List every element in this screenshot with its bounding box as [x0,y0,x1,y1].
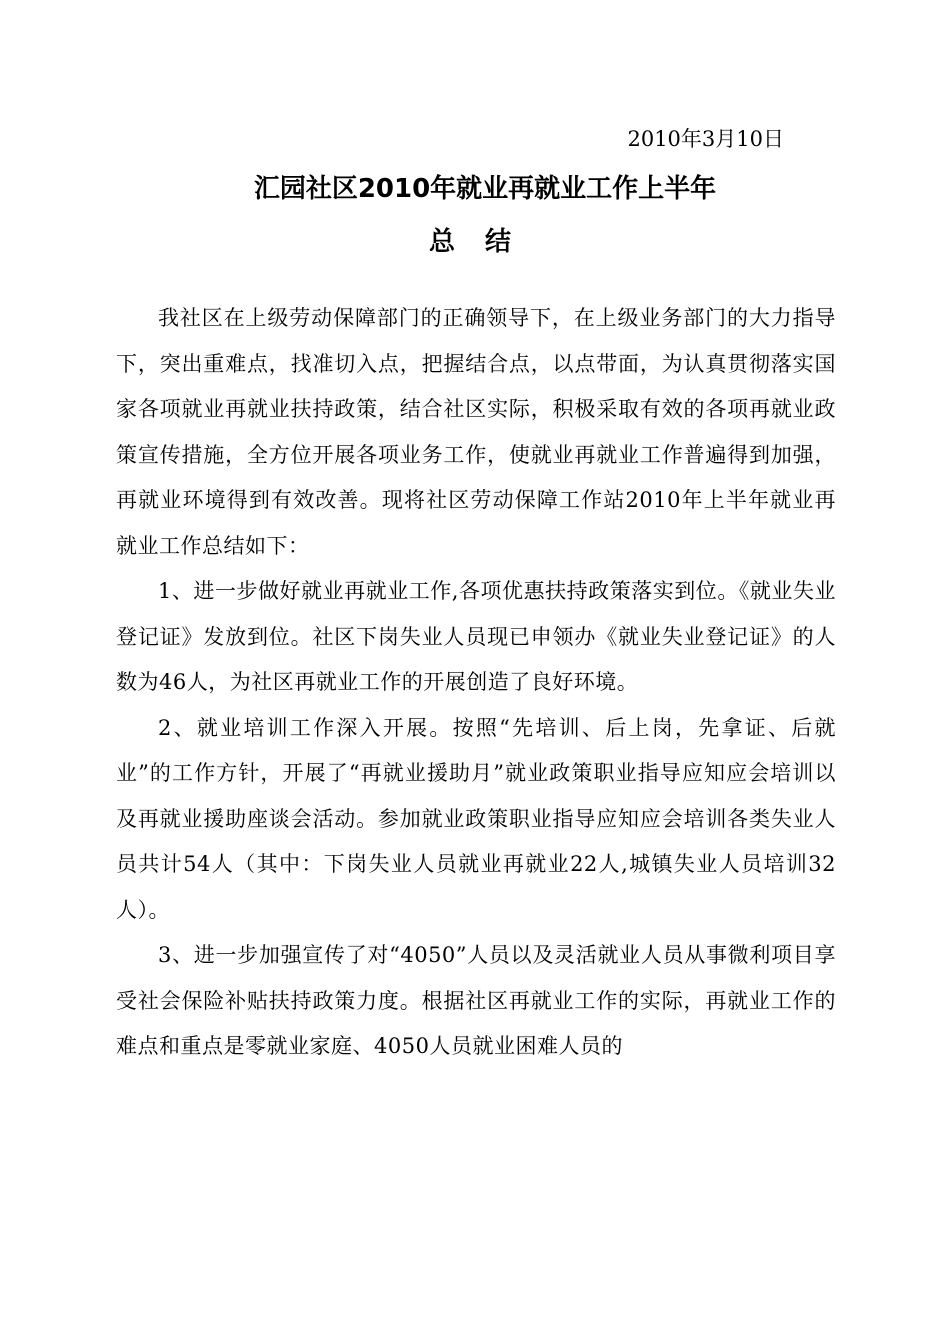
document-body [116,296,836,1070]
document-title: 汇园社区2010年就业再就业工作上半年 [253,174,717,204]
paragraph-intro: 我社区在上级劳动保障部门的正确领导下，在上级业务部门的大力指导下，突出重难点，找准切入点，把握结合点，以点带面，为认真贯彻落实国家各项就业再就业扶持政策，结合社区实际，积极采取有效的各项再就业政策宣传措施，全方位开展各项业务工作，使就业再就业工作普遍得到加强，再就业环境得到有效改善。现将社区劳动保障工作站2010年上半年就业再就业工作总结如下： [116,306,836,558]
paragraph-item-1: 1、进一步做好就业再就业工作,各项优惠扶持政策落实到位。《就业失业登记证》发放到位。社区下岗失业人员现已申领办《就业失业登记证》的人数为46人，为社区再就业工作的开展创造了良好环境。 [116,579,836,694]
document-title-continued: 总结 [428,227,541,257]
paragraph-item-3: 3、进一步加强宣传了对“4050”人员以及灵活就业人员从事微利项目享受社会保险补贴扶持政策力度。根据社区再就业工作的实际，再就业工作的难点和重点是零就业家庭、4050人员就业困难人员的 [116,943,836,1058]
document-date: 2010年3月10日 [627,127,784,151]
paragraph-item-2: 2、就业培训工作深入开展。按照“先培训、后上岗，先拿证、后就业”的工作方针，开展了“再就业援助月”就业政策职业指导应知应会培训以及再就业援助座谈会活动。参加就业政策职业指导应知应会培训各类失业人员共计54人（其中：下岗失业人员就业再就业22人,城镇失业人员培训32人）。 [116,715,836,922]
